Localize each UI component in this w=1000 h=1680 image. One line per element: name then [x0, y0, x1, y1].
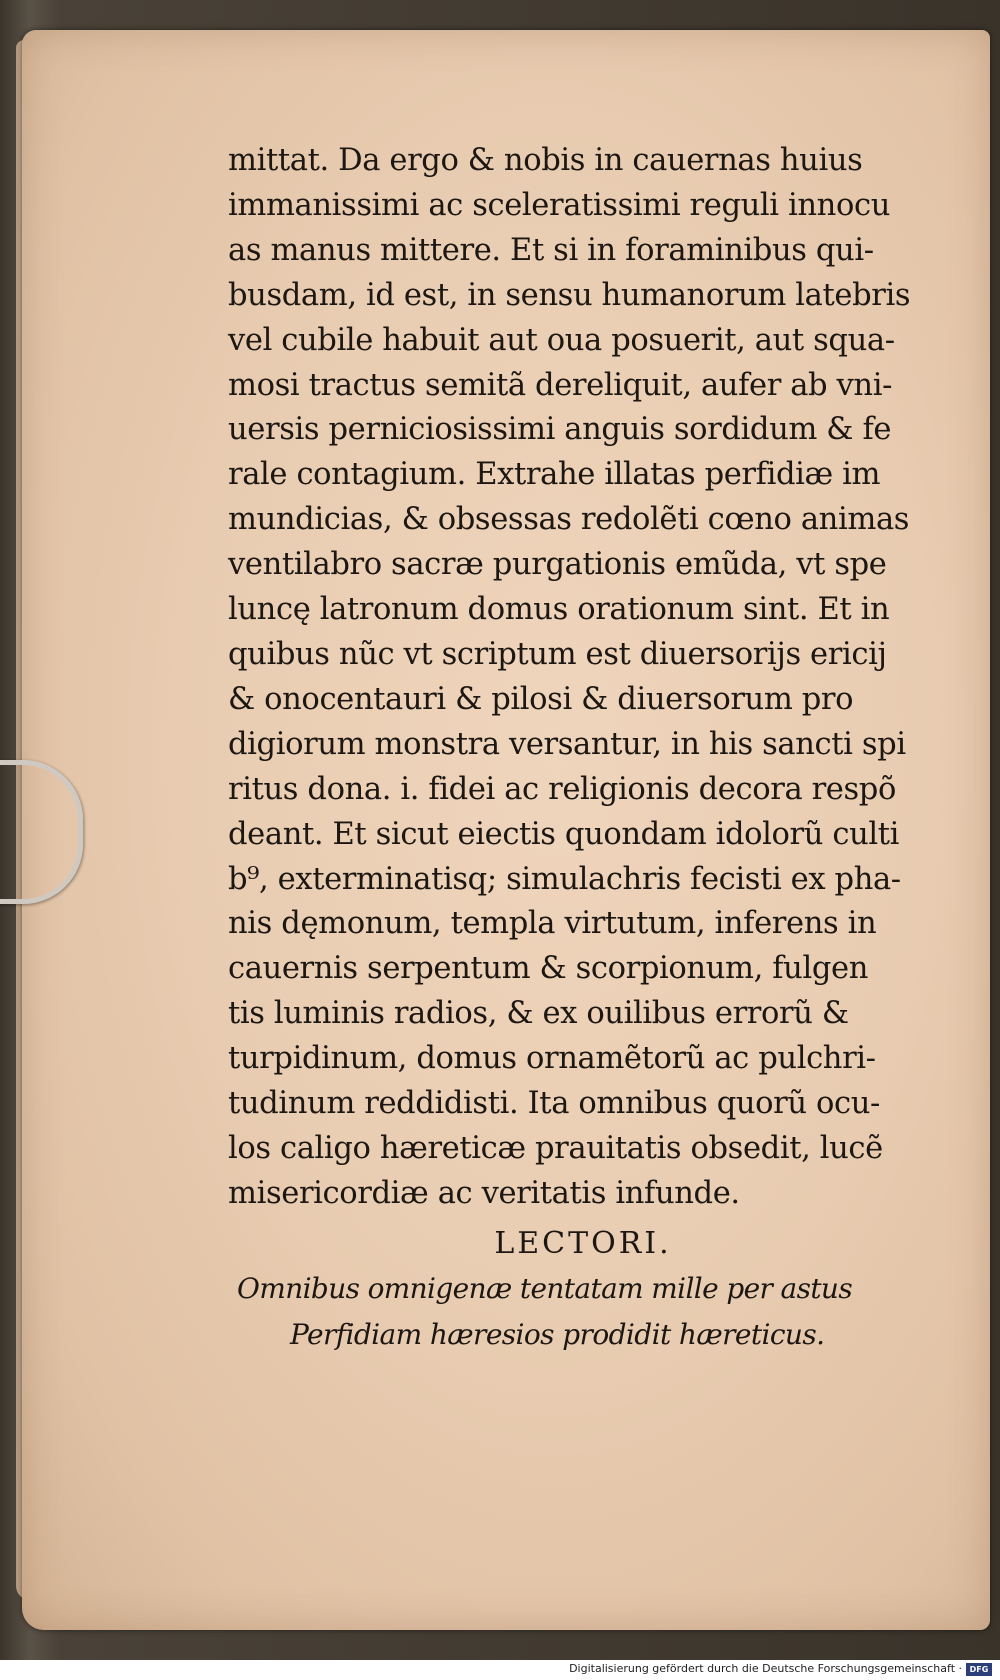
- text-line-15: ritus dona. i. fidei ac religionis decora respõ: [228, 770, 896, 807]
- text-line-23: los caligo hæreticæ prauitatis obsedit, lucẽ: [228, 1129, 883, 1166]
- text-line-17: b⁹, exterminatisq; simulachris fecisti ex pha-: [228, 860, 901, 897]
- text-line-5: vel cubile habuit aut oua posuerit, aut squa-: [228, 321, 895, 358]
- verse-line-1: Omnibus omnigenæ tentatam mille per astus: [237, 1271, 853, 1305]
- text-line-7: uersis perniciosissimi anguis sordidum & fe: [228, 411, 892, 448]
- text-line-16: deant. Et sicut eiectis quondam idolorũ culti: [228, 815, 900, 852]
- text-line-12: quibus nũc vt scriptum est diuersorijs ericij: [228, 635, 887, 672]
- text-line-3: as manus mittere. Et si in foraminibus qui-: [228, 231, 874, 268]
- footer-bar: [0, 1660, 1000, 1680]
- text-line-10: ventilabro sacræ purgationis emũda, vt spe: [228, 546, 887, 583]
- text-line-9: mundicias, & obsessas redolẽti cœno animas: [228, 501, 910, 538]
- footer-credit: Digitalisierung gefördert durch die Deutsche Forschungsgemeinschaft ·: [569, 1662, 962, 1675]
- text-line-1: mittat. Da ergo & nobis in cauernas huius: [228, 142, 863, 178]
- dfg-logo-icon: DFG: [966, 1663, 992, 1676]
- text-line-6: mosi tractus semitã dereliquit, aufer ab vni-: [228, 366, 893, 403]
- section-heading: LECTORI.: [494, 1225, 672, 1261]
- verse-line-2: Perfidiam hæresios prodidit hæreticus.: [290, 1317, 825, 1351]
- text-line-19: cauernis serpentum & scorpionum, fulgen: [228, 950, 869, 987]
- text-line-22: tudinum reddidisti. Ita omnibus quorũ ocu-: [228, 1085, 880, 1122]
- text-line-4: busdam, id est, in sensu humanorum latebris: [228, 276, 911, 313]
- text-line-21: turpidinum, domus ornamẽtorũ ac pulchri-: [228, 1040, 876, 1077]
- text-line-8: rale contagium. Extrahe illatas perfidiæ im: [228, 456, 881, 493]
- text-line-13: & onocentauri & pilosi & diuersorum pro: [228, 680, 854, 717]
- text-line-20: tis luminis radios, & ex ouilibus errorũ &: [228, 995, 849, 1032]
- text-line-14: digiorum monstra versantur, in his sancti spi: [228, 725, 906, 762]
- text-line-2: immanissimi ac sceleratissimi reguli innocu: [228, 186, 891, 223]
- text-line-24: misericordiæ ac veritatis infunde.: [228, 1174, 740, 1211]
- text-line-11: luncę latronum domus orationum sint. Et in: [228, 591, 890, 628]
- text-block: [228, 138, 938, 1358]
- text-line-18: nis dęmonum, templa virtutum, inferens in: [228, 905, 877, 942]
